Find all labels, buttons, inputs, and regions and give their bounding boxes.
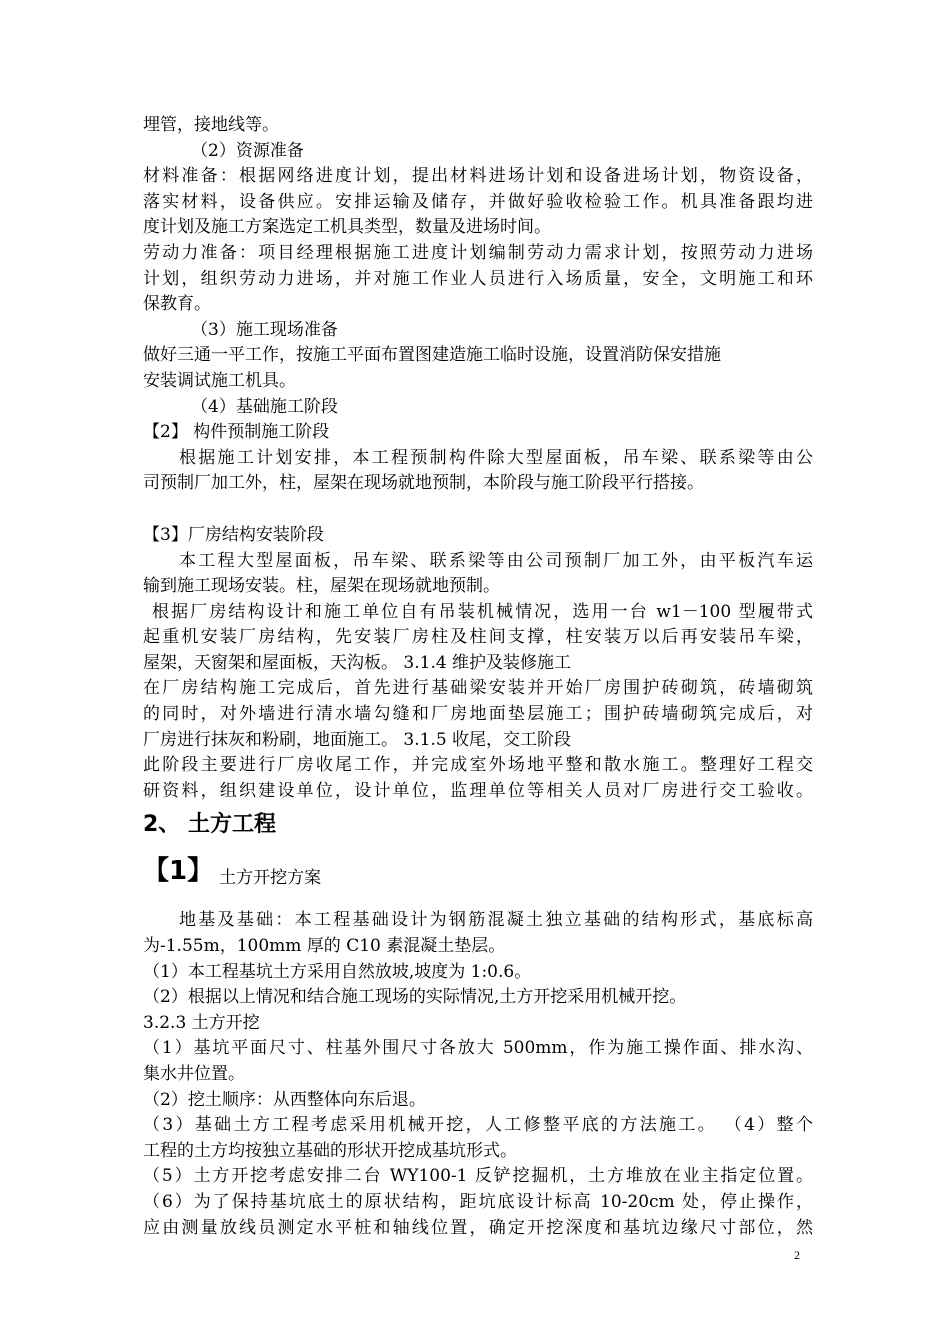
text-line: 此阶段主要进行厂房收尾工作，并完成室外场地平整和散水施工。整理好工程交 [143,755,813,776]
subsection-heading: （3）施工现场准备 [191,319,338,340]
text-line: 在厂房结构施工完成后，首先进行基础梁安装并开始厂房围护砖砌筑，砖墙砌筑 [143,678,813,699]
subsection-heading: （4）基础施工阶段 [191,396,338,417]
text-line: 集水井位置。 [143,1064,245,1084]
text-line: 度计划及施工方案选定工机具类型，数量及进场时间。 [143,217,551,238]
text-line: 3.2.3 土方开挖 [143,1012,260,1033]
text-line: 研资料，组织建设单位，设计单位，监理单位等相关人员对厂房进行交工验收。 [143,780,813,801]
text-line: 地基及基础：本工程基础设计为钢筋混凝土独立基础的结构形式，基底标高 [179,910,813,931]
text-line: 应由测量放线员测定水平桩和轴线位置，确定开挖深度和基坑边缘尺寸部位，然 [143,1217,813,1238]
section-heading: 2、 土方工程 [143,812,276,838]
stage-heading: 【3】厂房结构安装阶段 [143,524,324,545]
text-line: 根据施工计划安排，本工程预制构件除大型屋面板，吊车梁、联系梁等由公 [179,447,813,468]
text-line: 埋管，接地线等。 [143,115,279,135]
text-line: 劳动力准备：项目经理根据施工进度计划编制劳动力需求计划，按照劳动力进场 [143,242,813,263]
text-line: 根据厂房结构设计和施工单位自有吊装机械情况，选用一台 w1－100 型履带式 [152,601,813,622]
text-line: 计划，组织劳动力进场，并对施工作业人员进行入场质量，安全，文明施工和环 [143,268,813,289]
text-line: 厂房进行抹灰和粉刷，地面施工。 3.1.5 收尾，交工阶段 [143,729,572,750]
text-line: 保教育。 [143,294,211,315]
text-line: 起重机安装厂房结构，先安装厂房柱及柱间支撑，柱安装万以后再安装吊车梁， [143,627,813,648]
text-line: 输到施工现场安装。柱，屋架在现场就地预制。 [143,576,500,597]
text-line: 本工程大型屋面板，吊车梁、联系梁等由公司预制厂加工外，由平板汽车运 [179,550,813,571]
plan-heading-title: 土方开挖方案 [219,868,322,889]
text-line: （2）根据以上情况和结合施工现场的实际情况,土方开挖采用机械开挖。 [143,987,687,1008]
text-line: 落实材料，设备供应。安排运输及储存，并做好验收检验工作。机具准备跟均进 [143,191,813,212]
blank-line [143,497,813,523]
text-line: （2）挖土顺序：从西整体向东后退。 [143,1089,426,1110]
text-line: 为-1.55m，100mm 厚的 C10 素混凝土垫层。 [143,936,506,957]
subsection-heading: （2）资源准备 [191,140,304,161]
text-line: 做好三通一平工作，按施工平面布置图建造施工临时设施，设置消防保安措施 [143,345,721,366]
text-line: 司预制厂加工外，柱，屋架在现场就地预制，本阶段与施工阶段平行搭接。 [143,473,704,494]
text-line: （5）土方开挖考虑安排二台 WY100-1 反铲挖掘机，土方堆放在业主指定位置。 [143,1166,813,1187]
page-body [143,113,813,1241]
text-line: （1）基坑平面尺寸、柱基外围尺寸各放大 500mm，作为施工操作面、排水沟、 [143,1038,813,1059]
text-line: （3）基础土方工程考虑采用机械开挖，人工修整平底的方法施工。 （4）整个 [143,1115,813,1136]
text-line: （6）为了保持基坑底土的原状结构，距坑底设计标高 10-20cm 处，停止操作， [143,1191,813,1212]
plan-heading-number: 【1】 [143,856,214,887]
stage-heading: 【2】 构件预制施工阶段 [143,422,330,443]
text-line: 工程的土方均按独立基础的形状开挖成基坑形式。 [143,1140,517,1161]
plan-heading [143,852,813,890]
text-line: （1）本工程基坑土方采用自然放坡,坡度为 1:0.6。 [143,961,532,982]
page-number: 2 [794,1248,800,1262]
text-line: 的同时，对外墙进行清水墙勾缝和厂房地面垫层施工；围护砖墙砌筑完成后，对 [143,704,813,725]
text-line: 安装调试施工机具。 [143,370,296,391]
text-line: 材料准备：根据网络进度计划，提出材料进场计划和设备进场计划，物资设备， [143,166,813,187]
text-line: 屋架，天窗架和屋面板，天沟板。 3.1.4 维护及装修施工 [143,652,572,673]
